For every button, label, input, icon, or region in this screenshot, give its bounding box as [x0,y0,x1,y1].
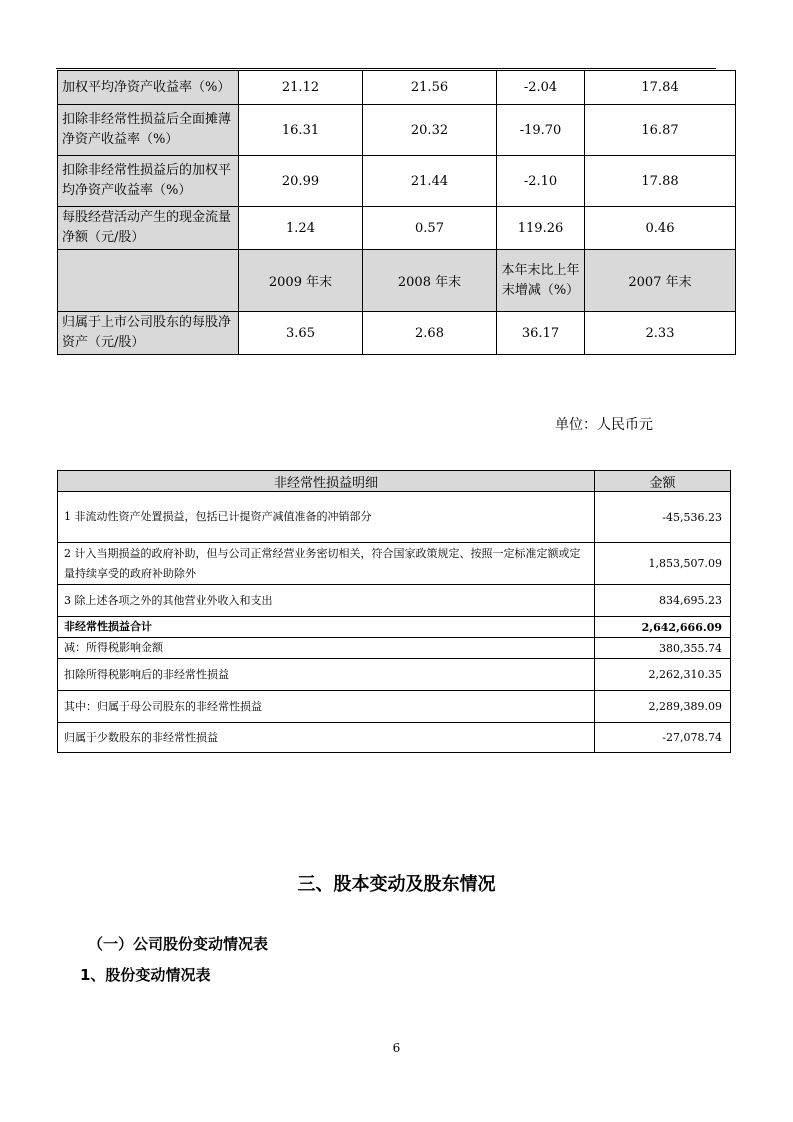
unit-label: 单位：人民币元 [555,417,653,433]
cell: 2.68 [363,312,497,355]
table-row [58,543,731,585]
cell: -19.70 [497,105,585,156]
table-row [58,585,731,617]
table-header-row [58,250,736,312]
header-cell: 本年末比上年末增减（%） [497,250,585,312]
cell: 20.32 [363,105,497,156]
table-row [58,207,736,250]
cell: 36.17 [497,312,585,355]
cell: 16.31 [239,105,363,156]
cell: 2.33 [585,312,736,355]
table-row [58,71,736,105]
amount-cell: 2,289,389.09 [595,691,731,723]
table-row [58,312,736,355]
amount-cell: -45,536.23 [595,492,731,543]
table-row [58,659,731,691]
section-title: 三、股本变动及股东情况 [297,874,496,895]
financial-indicators-table [57,70,736,355]
table-row [58,617,731,638]
amount-cell: 834,695.23 [595,585,731,617]
header-cell: 2009 年末 [239,250,363,312]
item-cell: 非经常性损益合计 [58,617,595,638]
header-cell-item: 非经常性损益明细 [58,471,595,492]
cell: 119.26 [497,207,585,250]
cell: 21.12 [239,71,363,105]
item-cell: 其中：归属于母公司股东的非经常性损益 [58,691,595,723]
cell: 21.56 [363,71,497,105]
item-cell: 归属于少数股东的非经常性损益 [58,723,595,753]
amount-cell: 380,355.74 [595,638,731,659]
table-row [58,492,731,543]
amount-cell: -27,078.74 [595,723,731,753]
cell: 0.46 [585,207,736,250]
header-empty [58,250,239,312]
non-recurring-items-table [57,470,731,753]
row-label: 加权平均净资产收益率（%） [58,71,239,105]
table-row [58,691,731,723]
table-header-row [58,471,731,492]
amount-cell: 2,262,310.35 [595,659,731,691]
header-cell: 2007 年末 [585,250,736,312]
amount-cell: 2,642,666.09 [595,617,731,638]
item-cell: 扣除所得税影响后的非经常性损益 [58,659,595,691]
cell: 16.87 [585,105,736,156]
header-cell-amount: 金额 [595,471,731,492]
table-row [58,105,736,156]
cell: 0.57 [363,207,497,250]
cell: -2.10 [497,156,585,207]
amount-cell: 1,853,507.09 [595,543,731,585]
cell: 17.88 [585,156,736,207]
cell: 17.84 [585,71,736,105]
item-cell: 3 除上述各项之外的其他营业外收入和支出 [58,585,595,617]
item-cell: 1 非流动性资产处置损益，包括已计提资产减值准备的冲销部分 [58,492,595,543]
row-label: 扣除非经常性损益后的加权平均净资产收益率（%） [58,156,239,207]
subsection-title: （一）公司股份变动情况表 [88,935,269,953]
item-cell: 减：所得税影响金额 [58,638,595,659]
cell: 3.65 [239,312,363,355]
row-label: 归属于上市公司股东的每股净资产（元/股） [58,312,239,355]
subsection-title: 1、股份变动情况表 [80,966,211,984]
row-label: 每股经营活动产生的现金流量净额（元/股） [58,207,239,250]
top-rule [56,68,716,69]
page-number: 6 [392,1041,401,1055]
item-cell: 2 计入当期损益的政府补助，但与公司正常经营业务密切相关，符合国家政策规定、按照一定标准定额或定量持续享受的政府补助除外 [58,543,595,585]
row-label: 扣除非经常性损益后全面摊薄净资产收益率（%） [58,105,239,156]
header-cell: 2008 年末 [363,250,497,312]
cell: 20.99 [239,156,363,207]
cell: 21.44 [363,156,497,207]
table-row [58,156,736,207]
cell: 1.24 [239,207,363,250]
cell: -2.04 [497,71,585,105]
table-row [58,723,731,753]
table-row [58,638,731,659]
